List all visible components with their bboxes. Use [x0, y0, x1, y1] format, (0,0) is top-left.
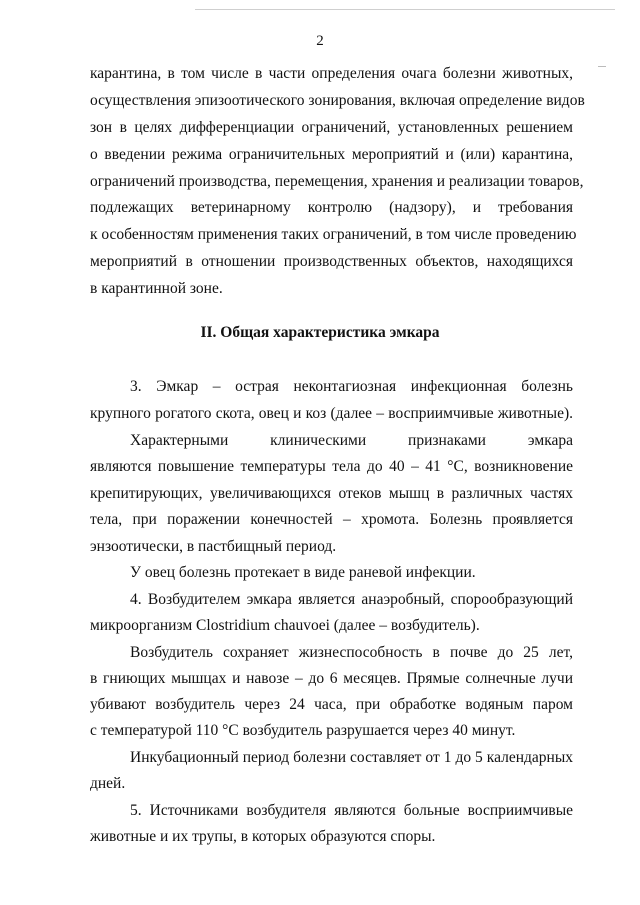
- intro-line-2: осуществления эпизоотического зонирования, включая определение видов: [90, 92, 585, 109]
- signs-temp-after: , возникновение: [463, 458, 573, 475]
- incubation-line-2: дней.: [90, 775, 126, 792]
- intro-line-9: в карантинной зоне.: [90, 280, 223, 297]
- p3-line-1: 3. Эмкар – острая неконтагиозная инфекционная болезнь: [130, 378, 573, 395]
- viability-line-4: [90, 721, 573, 741]
- intro-line-6: подлежащих ветеринарному контролю (надзору), и требования: [90, 199, 573, 216]
- p3-line-2: крупного рогатого скота, овец и коз (далее – восприимчивые животные).: [90, 405, 573, 422]
- p4-line-2: микроорганизм Clostridium chauvoei (далее – возбудитель).: [90, 617, 480, 634]
- viability-line-2: в гниющих мышцах и навозе – до 6 месяцев. Прямые солнечные лучи: [90, 670, 573, 687]
- signs-line-3: крепитирующих, увеличивающихся отеков мышц в различных частях: [90, 485, 573, 502]
- viability-temp-after: возбудитель разрушается через 40 минут.: [238, 722, 516, 739]
- intro-line-8: мероприятий в отношении производственных объектов, находящихся: [90, 253, 573, 270]
- intro-line-7: к особенностям применения таких ограничений, в том числе проведению: [90, 226, 577, 243]
- signs-temp-unit: °С: [447, 458, 464, 475]
- p5-line-2: животные и их трупы, в которых образуются споры.: [90, 828, 436, 845]
- viability-temp-unit: °С: [222, 722, 239, 739]
- scan-mark: [598, 66, 606, 67]
- viability-line-1: Возбудитель сохраняет жизнеспособность в почве до 25 лет,: [130, 644, 573, 661]
- intro-line-3: зон в целях дифференциации ограничений, установленных решением: [90, 119, 573, 136]
- intro-line-5: ограничений производства, перемещения, хранения и реализации товаров,: [90, 173, 584, 190]
- page-number: 2: [316, 33, 324, 49]
- signs-line-1: Характерными клиническими признаками эмкара: [130, 432, 573, 449]
- p4-line-1: 4. Возбудителем эмкара является анаэробный, спорообразующий: [130, 591, 573, 608]
- intro-line-4: о введении режима ограничительных мероприятий и (или) карантина,: [90, 146, 573, 163]
- signs-line-5: энзоотически, в пастбищный период.: [90, 538, 337, 555]
- viability-temp-before: с температурой 110: [90, 722, 223, 739]
- p5-line-1: 5. Источниками возбудителя являются больные восприимчивые: [130, 802, 573, 819]
- sheep-line: У овец болезнь протекает в виде раневой инфекции.: [130, 564, 476, 581]
- signs-temp-before: являются повышение температуры тела до 40 – 41: [90, 458, 448, 475]
- scan-edge-line: [195, 9, 615, 10]
- viability-line-3: убивают возбудитель через 24 часа, при обработке водяным паром: [90, 696, 573, 713]
- section-heading: II. Общая характеристика эмкара: [200, 324, 440, 341]
- incubation-line-1: Инкубационный период болезни составляет от 1 до 5 календарных: [130, 749, 573, 766]
- signs-line-2: [90, 457, 573, 477]
- intro-line-1: карантина, в том числе в части определения очага болезни животных,: [90, 65, 573, 82]
- signs-line-4: тела, при поражении конечностей – хромота. Болезнь проявляется: [90, 511, 573, 528]
